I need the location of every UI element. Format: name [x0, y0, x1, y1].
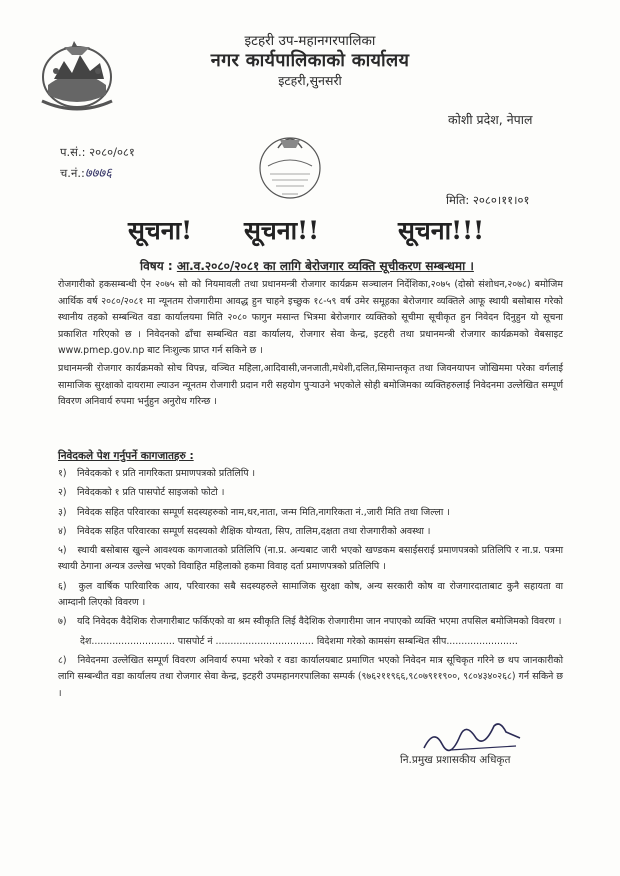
- dispatch-number-label: च.नं.:: [60, 166, 85, 180]
- office-address: इटहरी,सुनसरी: [278, 73, 342, 88]
- province-label: कोशी प्रदेश, नेपाल: [448, 112, 533, 127]
- list-item: ५) स्थायी बसोबास खुल्ने आवश्यक कागजातको प्रतिलिपि (ना.प्र. अन्यबाट जारी भएको खण्डकम बसाईसराई प्रमाणपत्रको प्रतिलिपि र ना.प्र. पत्रमा स्थायी ठेगाना अन्यत्र उल्लेख भएको विवाहित महिलाको हकमा विवाह दर्ता प्रमाणपत्रको प्रतिलिपि ।: [58, 545, 563, 573]
- list-item: ६) कुल वार्षिक पारिवारिक आय, परिवारका सबै सदस्यहरुले सामाजिक सुरक्षा कोष, अन्य सरकारी कोष वा रोजगारदाताबाट कुनै सहायता वा आम्दानी लिएको विवरण ।: [58, 580, 563, 609]
- office-name: नगर कार्यपालिकाको कार्यालय: [210, 50, 410, 71]
- notice-heading-3: सूचना!!!: [398, 216, 485, 245]
- list-item: ३) निवेदक सहित परिवारका सम्पूर्ण सदस्यहरुको नाम,थर,नाता, जन्म मिति,नागरिकता नं.,जारी मिति तथा जिल्ला ।: [58, 506, 450, 518]
- dispatch-number: [60, 163, 112, 181]
- notice-heading-1: सूचना!: [128, 216, 193, 245]
- list-item: ८) निवेदनमा उल्लेखित सम्पूर्ण विवरण अनिवार्य रुपमा भरेको र वडा कार्यालयबाट प्रमाणित भएको निवेदन मात्र सूचिकृत गरिने छ थप जानकारीको लागि सम्बन्धीत वडा कार्यालय तथा रोजगार सेवा केन्द्र, इटहरी उपमहानगरपालिका सम्पर्क (९७६२११९६६,९८०७९११९००, ९८०४३४०२६८) गर्न सकिने छ ।: [58, 654, 563, 699]
- body-paragraph-1: रोजगारीको हकसम्बन्धी ऐन २०७५ सो को नियमावली तथा प्रधानमन्त्री रोजगार कार्यक्रम सञ्चालन निर्देशिका,२०७५ (दोस्रो संशोधन,२०७८) बमोजिम आर्थिक वर्ष २०८०/२०८१ मा न्यूनतम रोजगारीमा आवद्ध हुन चाहने इच्छुक १८-५९ वर्ष उमेर समूहका बेरोजगार व्यक्तिले आफू स्थायी बसोबास गरेको स्थानीय तहको सम्बन्धित वडा कार्यालयमा मिति २०८० फागुन मसान्त भित्रमा बेरोजगार व्यक्तिको सूचीमा सूचीकृत हुन निवेदन दिनुहुन यो सूचना प्रकाशित गरिएको छ । निवेदनको ढाँचा सम्बन्धित वडा कार्यालय, रोजगार सेवा केन्द्र, इटहरी तथा प्रधानमन्त्री रोजगार कार्यक्रमको वेबसाइट www.pmep.gov.np बाट निःशुल्क प्राप्त गर्न सकिने छ ।: [58, 279, 563, 357]
- dispatch-number-value: ७७७६: [84, 166, 112, 181]
- letter-number-value: २०८०/०८१: [89, 145, 135, 159]
- subject-label: विषय :: [140, 259, 173, 273]
- subject-text: आ.व.२०८०/२०८१ का लागि बेरोजगार व्यक्ति सूचीकरण सम्बन्धमा ।: [176, 259, 474, 273]
- documents-list: [58, 466, 563, 705]
- letterhead: [150, 32, 470, 90]
- list-item: १) निवेदकको १ प्रति नागरिकता प्रमाणपत्रको प्रतिलिपि ।: [58, 468, 256, 479]
- notice-body: [58, 277, 563, 412]
- office-seal-stamp: [250, 118, 330, 204]
- letter-number-label: प.सं.:: [60, 145, 90, 159]
- signatory-title: नि.प्रमुख प्रशासकीय अधिकृत: [400, 754, 511, 766]
- issue-date: मिति: २०८०।११।०१: [446, 193, 530, 207]
- documents-section-title: निवेदकले पेश गर्नुपर्ने कागजातहरु :: [58, 450, 194, 462]
- nepal-emblem-logo: [34, 33, 120, 113]
- list-item: ७) यदि निवेदक वैदेशिक रोजगारीबाट फर्किएको वा श्रम स्वीकृति लिई वैदेशिक रोजगारीमा जान नपाएको व्यक्ति भएमा तपसिल बमोजिमको विवरण ।: [58, 616, 562, 628]
- list-item: २) निवेदकको १ प्रति पासपोर्ट साइजको फोटो ।: [58, 487, 225, 499]
- letter-number: [60, 145, 135, 160]
- handwritten-signature: [420, 718, 530, 754]
- list-item: ४) निवेदक सहित परिवारका सम्पूर्ण सदस्यको शैक्षिक योग्यता, सिप, तालिम,दक्षता तथा रोजगारीको अवस्था ।: [58, 525, 431, 537]
- subject-line: [140, 257, 474, 274]
- body-paragraph-2: प्रधानमन्त्री रोजगार कार्यक्रमको सोच विपन्न, वञ्चित महिला,आदिवासी,जनजाती,मधेशी,दलित,सिमान्तकृत तथा जिवनयापन जोखिममा परेका वर्गलाई सामाजिक सुरक्षाको दायरामा ल्याउन न्यूनतम रोजगारी प्रदान गरी सहयोग पुऱ्याउने भएकोले सोही बमोजिमका व्यक्तिहरुलाई निवेदनमा उल्लेखित सम्पूर्ण विवरण अनिवार्य रुपमा भर्नुहुन अनुरोध गरिन्छ ।: [58, 362, 563, 408]
- municipality-name: इटहरी उप-महानगरपालिका: [244, 33, 376, 49]
- notice-heading-2: सूचना!!: [244, 216, 320, 245]
- foreign-employment-fill-line: देश............................ पासपोर्ट नं ................................. विदेशमा गरेको कामसंग सम्बन्धित सीप........................: [80, 635, 518, 647]
